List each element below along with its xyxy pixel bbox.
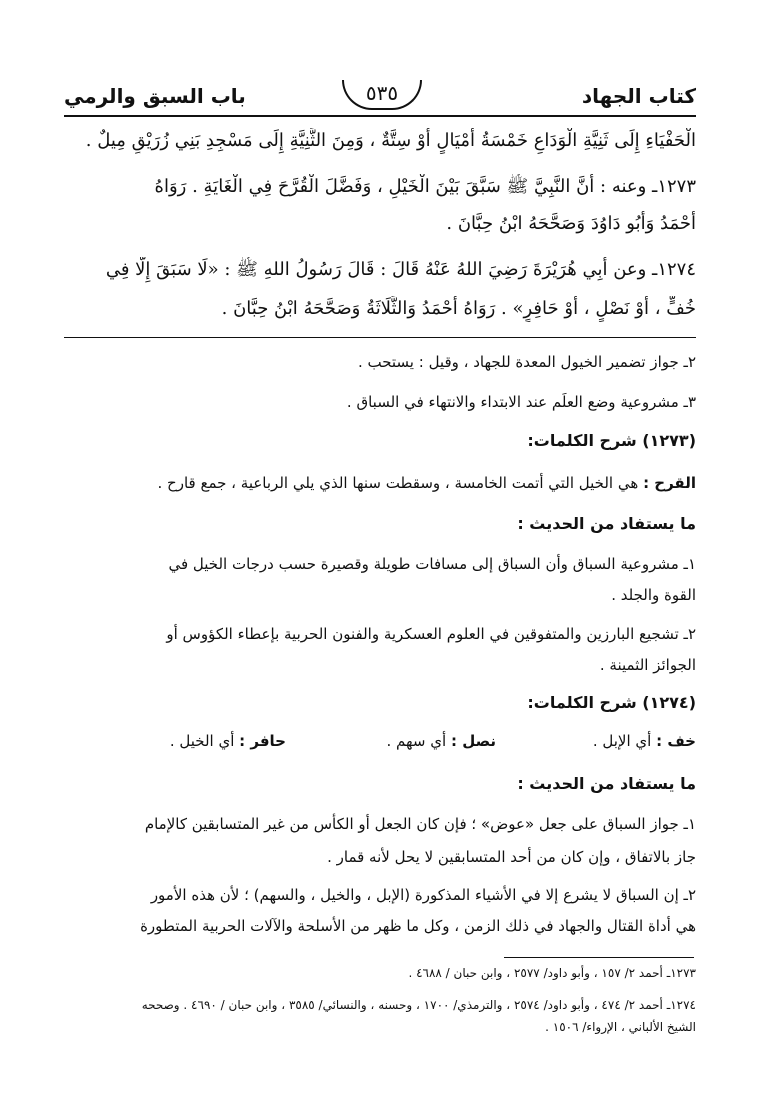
definition: أي سهم . [386, 732, 447, 750]
benefit-line: جاز بالاتفاق ، وإن كان من أحد المتسابقين لا يحل لأنه قمار . [327, 848, 696, 866]
header-divider [64, 115, 696, 117]
section-heading: (١٢٧٣) شرح الكلمات: [527, 431, 696, 450]
definition: هي الخيل التي أتمت الخامسة ، وسقطت سنها الذي يلي الرباعية ، جمع قارح . [157, 474, 639, 492]
hadith-1274-line: ١٢٧٤ـ وعن أَبِي هُرَيْرَةَ رَضِيَ اللهُ عَنْهُ قَالَ : قَالَ رَسُولُ اللهِ ﷺ : «لَا سَبَقَ إِلَّا فِي [105, 259, 696, 280]
benefit-line: ٢ـ تشجيع البارزين والمتفوقين في العلوم العسكرية والفنون الحربية بإعطاء الكؤوس أو [166, 625, 696, 643]
benefit-line: القوة والجلد . [611, 586, 696, 604]
definition-nasl [387, 732, 497, 750]
definition-line [64, 472, 696, 494]
benefit-line: ١ـ جواز السباق على جعل «عوض» ؛ فإن كان الجعل أو الكأس من غير المتسابقين كالإمام [144, 815, 696, 833]
chapter-title: باب السبق والرمي [64, 84, 246, 108]
definition-hafir [170, 732, 286, 750]
benefit-line: ٢ـ إن السباق لا يشرع إلا في الأشياء المذكورة (الإبل ، والخيل ، والسهم) ؛ لأن هذه الأمور [150, 886, 696, 904]
section-heading: (١٢٧٤) شرح الكلمات: [527, 693, 696, 712]
definition: أي الإبل . [592, 732, 652, 750]
book-title: كتاب الجهاد [581, 84, 696, 108]
page-header [64, 82, 696, 122]
term: نصل : [450, 732, 496, 750]
hadith-1274-line: خُفٍّ ، أَوْ نَصْلٍ ، أَوْ حَافِرٍ» . رَوَاهُ أَحْمَدُ وَالثَّلَاثَةُ وَصَحَّحَهُ ابْنُ حِبَّانَ . [221, 298, 696, 319]
footnote: الشيخ الألباني ، الإرواء/ ١٥٠٦ . [545, 1020, 696, 1034]
term: القرح : [643, 474, 696, 492]
hadith-1273-line: أَحْمَدُ وَأَبُو دَاوُدَ وَصَحَّحَهُ ابْنُ حِبَّانَ . [446, 213, 696, 234]
benefit-line: هي أداة القتال والجهاد في ذلك الزمن ، وكل ما ظهر من الأسلحة والآلات الحربية المتطورة [140, 917, 696, 935]
commentary-line: ٢ـ جواز تضمير الخيول المعدة للجهاد ، وقيل : يستحب . [357, 353, 696, 371]
definition: أي الخيل . [169, 732, 235, 750]
footnote-divider [504, 957, 694, 958]
page-number: ٥٣٥ [342, 80, 422, 110]
hadith-text-line: الْحَفْيَاءِ إِلَى ثَنِيَّةِ الْوَدَاعِ خَمْسَةُ أَمْيَالٍ أَوْ سِتَّةٌ ، وَمِنَ الثَّنِيَّةِ إِلَى مَسْجِدِ بَنِي زُرَيْقٍ مِيلٌ . [85, 130, 696, 151]
hadith-1273-line: ١٢٧٣ـ وعنه : أَنَّ النَّبِيَّ ﷺ سَبَّقَ بَيْنَ الْخَيْلِ ، وَفَضَّلَ الْقُرَّحَ فِي الْغَايَةِ . رَوَاهُ [154, 176, 696, 197]
footnote: ١٢٧٣ـ أحمد ٢/ ١٥٧ ، وأبو داود/ ٢٥٧٧ ، وابن حبان / ٤٦٨٨ . [408, 966, 696, 980]
definitions-row [64, 732, 696, 758]
text-divider [64, 337, 696, 338]
commentary-line: ٣ـ مشروعية وضع العلَم عند الابتداء والانتهاء في السباق . [346, 393, 696, 411]
term: حافر : [239, 732, 286, 750]
footnote: ١٢٧٤ـ أحمد ٢/ ٤٧٤ ، وأبو داود/ ٢٥٧٤ ، والترمذي/ ١٧٠٠ ، وحسنه ، والنسائي/ ٣٥٨٥ ، وابن حبان / ٤٦٩٠ . وصححه [141, 998, 696, 1012]
benefit-line: ١ـ مشروعية السباق وأن السباق إلى مسافات طويلة وقصيرة حسب درجات الخيل في [168, 555, 696, 573]
benefit-line: الجوائز الثمينة . [599, 656, 696, 674]
section-heading: ما يستفاد من الحديث : [517, 514, 696, 533]
definition-khuff [593, 732, 696, 750]
section-heading: ما يستفاد من الحديث : [517, 774, 696, 793]
term: خف : [656, 732, 696, 750]
